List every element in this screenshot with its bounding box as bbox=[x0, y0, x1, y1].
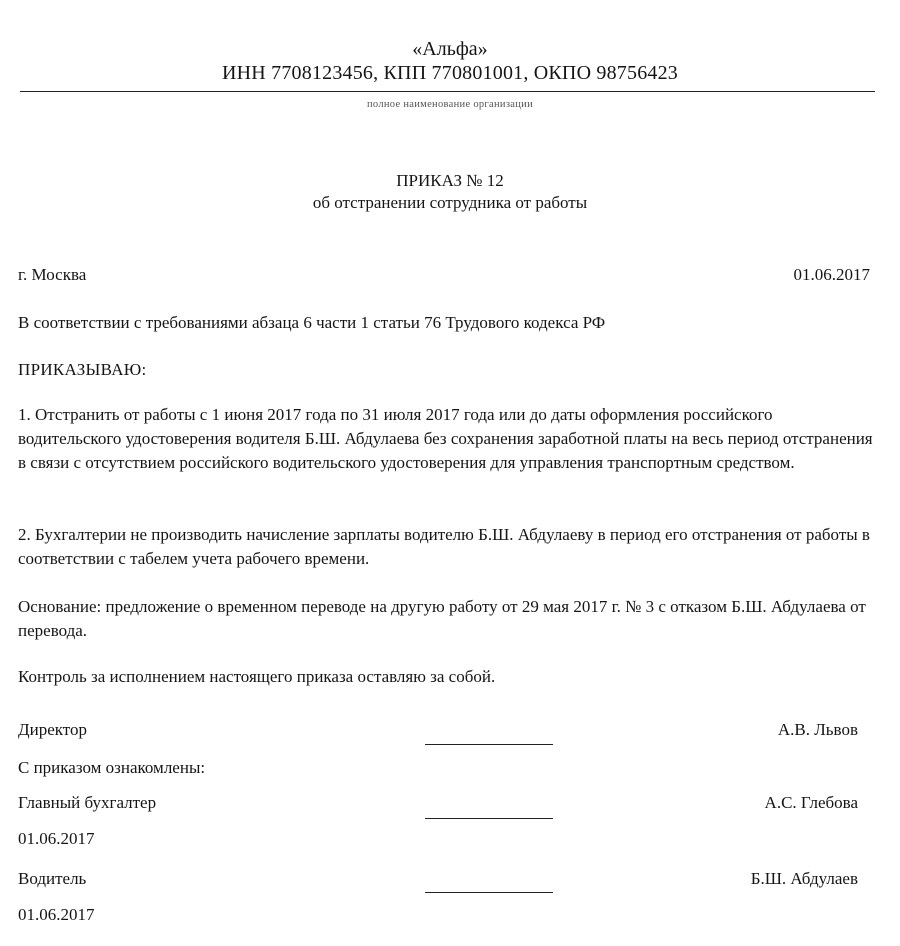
order-title: ПРИКАЗ № 12 bbox=[396, 171, 504, 190]
driver-date: 01.06.2017 bbox=[18, 905, 95, 924]
order-basis: Основание: предложение о временном переводе на другую работу от 29 мая 2017 г. № 3 с отказом Б.Ш. Абдулаева от перевода. bbox=[18, 597, 866, 640]
order-date: 01.06.2017 bbox=[793, 265, 870, 284]
driver-signature-line bbox=[425, 892, 553, 893]
acquainted-label: С приказом ознакомлены: bbox=[18, 758, 206, 777]
organization-name: «Альфа» bbox=[412, 38, 488, 60]
organization-caption: полное наименование организации bbox=[367, 99, 533, 110]
director-name: А.В. Львов bbox=[777, 720, 858, 739]
director-signature-line bbox=[425, 744, 553, 745]
legal-basis: В соответствии с требованиями абзаца 6 части 1 статьи 76 Трудового кодекса РФ bbox=[18, 313, 606, 332]
director-label: Директор bbox=[18, 720, 87, 739]
driver-label: Водитель bbox=[18, 869, 87, 888]
accountant-date: 01.06.2017 bbox=[18, 829, 95, 848]
driver-name: Б.Ш. Абдулаев bbox=[750, 869, 858, 888]
order-paragraph: 1. Отстранить от работы с 1 июня 2017 года по 31 июля 2017 года или до даты оформления российского водительского удостоверения водителя Б.Ш. Абдулаева без сохранения заработной платы на весь период отстранения в связи с отсутствием российского водительского удостоверения для управления транспортным средством. bbox=[18, 405, 873, 472]
order-city: г. Москва bbox=[18, 265, 87, 284]
organization-codes: ИНН 7708123456, КПП 770801001, ОКПО 98756423 bbox=[221, 62, 679, 84]
accountant-signature-line bbox=[425, 818, 553, 819]
order-word: ПРИКАЗЫВАЮ: bbox=[18, 360, 147, 379]
order-subtitle: об отстранении сотрудника от работы bbox=[312, 193, 588, 212]
order-paragraph: 2. Бухгалтерии не производить начисление зарплаты водителю Б.Ш. Абдулаеву в период его отстранения от работы в соответствии с табелем учета рабочего времени. bbox=[18, 525, 870, 568]
accountant-label: Главный бухгалтер bbox=[18, 793, 157, 812]
order-control: Контроль за исполнением настоящего приказа оставляю за собой. bbox=[18, 667, 496, 686]
accountant-name: А.С. Глебова bbox=[764, 793, 858, 812]
header-divider bbox=[20, 91, 875, 92]
